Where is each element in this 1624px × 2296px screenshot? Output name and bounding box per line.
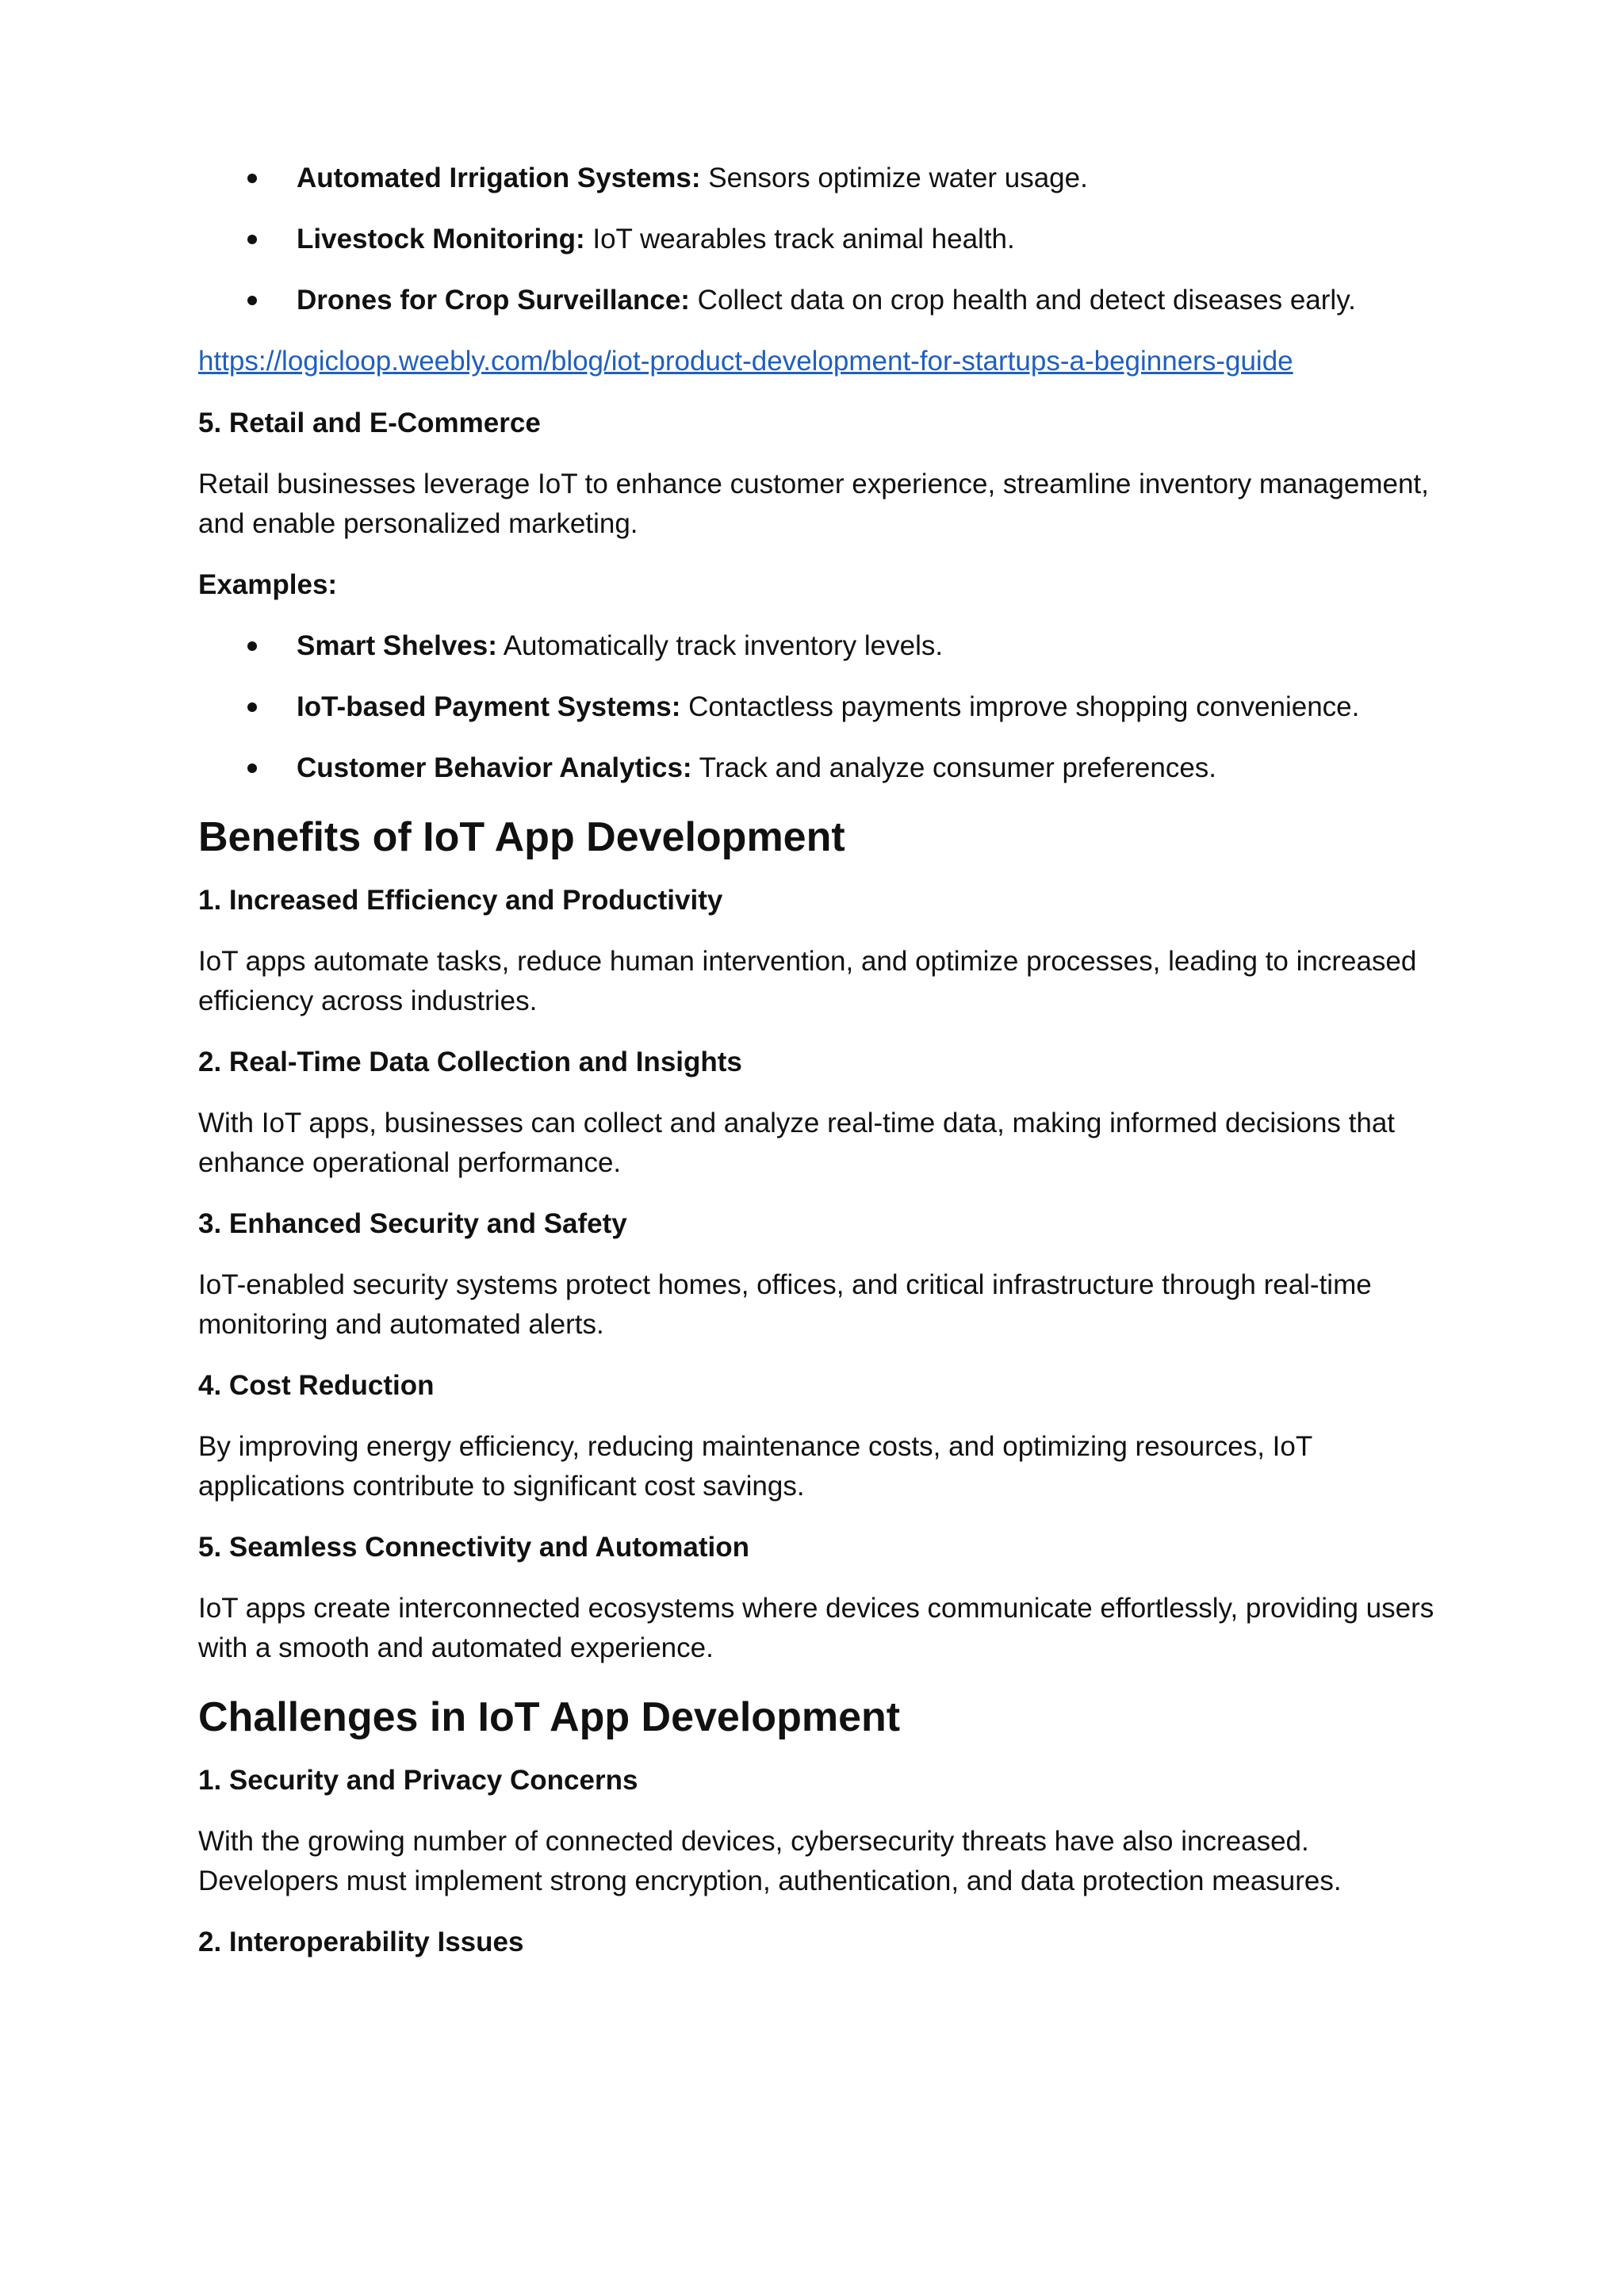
list-item: Customer Behavior Analytics: Track and analyze consumer preferences.: [198, 748, 1435, 788]
benefit-heading: 3. Enhanced Security and Safety: [198, 1208, 627, 1239]
list-item: Automated Irrigation Systems: Sensors optimize water usage.: [198, 159, 1435, 198]
benefit-heading: 5. Seamless Connectivity and Automation: [198, 1532, 749, 1563]
bullet-icon: [247, 174, 257, 183]
benefit-heading: 2. Real-Time Data Collection and Insights: [198, 1047, 742, 1077]
list-item: Drones for Crop Surveillance: Collect data on crop health and detect diseases early.: [198, 281, 1435, 320]
benefit-body: IoT-enabled security systems protect homes, offices, and critical infrastructure through real-time monitoring and automated alerts.: [198, 1269, 1372, 1340]
document-page: [198, 159, 1435, 1984]
benefits-title: Benefits of IoT App Development: [198, 814, 845, 860]
bullet-icon: [247, 763, 257, 773]
benefit-heading: 1. Increased Efficiency and Productivity: [198, 885, 723, 916]
challenge-heading: 1. Security and Privacy Concerns: [198, 1765, 638, 1796]
retail-body: Retail businesses leverage IoT to enhance customer experience, streamline inventory management, and enable personalized marketing.: [198, 469, 1429, 539]
challenge-body: With the growing number of connected devices, cybersecurity threats have also increased. Developers must implement strong encryption, authentication, and data protection measures.: [198, 1826, 1342, 1896]
bullet-icon: [247, 296, 257, 305]
examples-label: Examples:: [198, 569, 338, 600]
retail-heading: 5. Retail and E-Commerce: [198, 408, 541, 438]
list-item: Livestock Monitoring: IoT wearables track animal health.: [198, 220, 1435, 259]
benefit-heading: 4. Cost Reduction: [198, 1370, 435, 1401]
bullet-icon: [247, 235, 257, 244]
benefit-body: With IoT apps, businesses can collect and analyze real-time data, making informed decisions that enhance operational performance.: [198, 1108, 1396, 1178]
list-item: IoT-based Payment Systems: Contactless payments improve shopping convenience.: [198, 687, 1435, 727]
benefit-body: IoT apps automate tasks, reduce human intervention, and optimize processes, leading to increased efficiency across industries.: [198, 946, 1417, 1016]
agriculture-examples-list: [198, 159, 1435, 320]
benefit-body: IoT apps create interconnected ecosystems where devices communicate effortlessly, providing users with a smooth and automated experience.: [198, 1593, 1434, 1663]
challenge-heading: 2. Interoperability Issues: [198, 1927, 524, 1957]
challenges-title: Challenges in IoT App Development: [198, 1694, 901, 1740]
retail-examples-list: [198, 626, 1435, 788]
benefit-body: By improving energy efficiency, reducing maintenance costs, and optimizing resources, IoT applications contribute to significant cost savings.: [198, 1431, 1312, 1502]
bullet-icon: [247, 641, 257, 651]
list-item: Smart Shelves: Automatically track inventory levels.: [198, 626, 1435, 666]
bullet-icon: [247, 702, 257, 712]
blog-link[interactable]: https://logicloop.weebly.com/blog/iot-product-development-for-startups-a-beginners-guide: [198, 346, 1293, 377]
